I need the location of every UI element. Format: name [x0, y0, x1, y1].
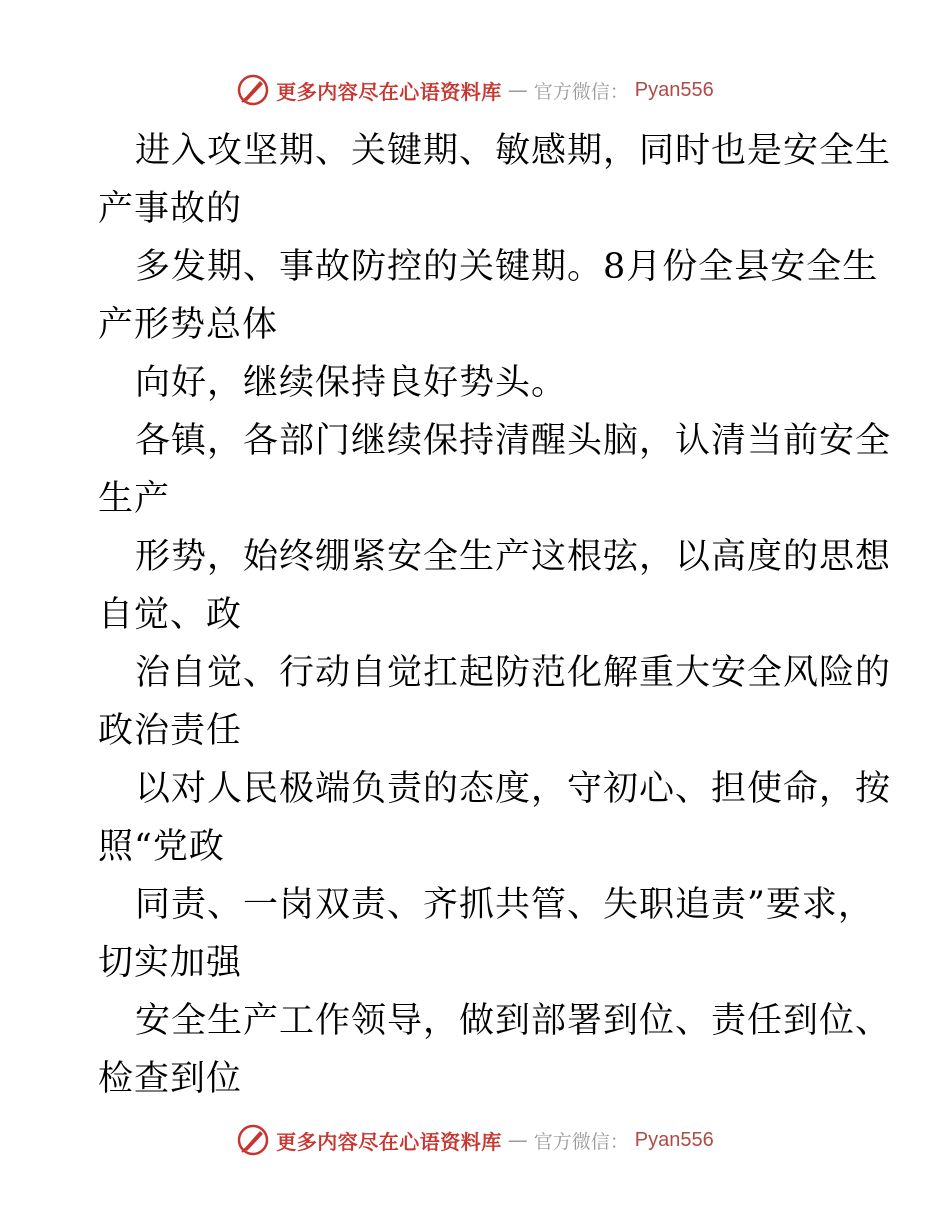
text-line: 产事故的: [98, 189, 243, 229]
text-line: 各镇，各部门继续保持清醒头脑，认清当前安全: [135, 421, 892, 461]
quill-logo-icon: [236, 73, 270, 107]
text-line: 自觉、政: [98, 595, 243, 635]
quill-logo-icon: [236, 1123, 270, 1157]
watermark-main-text: 更多内容尽在心语资料库: [276, 1129, 502, 1154]
watermark-sub-text: 官方微信：: [533, 1130, 629, 1153]
watermark-wechat-id: Pyan556: [634, 1128, 714, 1151]
watermark-group: [236, 73, 713, 107]
document-body: [98, 122, 892, 1108]
watermark-wechat-id: Pyan556: [634, 78, 714, 101]
text-line: 形势，始终绷紧安全生产这根弦，以高度的思想: [135, 537, 892, 577]
text-line: 照“党政: [98, 827, 225, 867]
text-line: 检查到位: [98, 1059, 243, 1099]
text-line: 向好，继续保持良好势头。: [135, 363, 568, 403]
footer-watermark: [0, 1122, 950, 1158]
watermark-dash: —: [507, 78, 528, 102]
header-watermark: [0, 72, 950, 108]
text-line: 多发期、事故防控的关键期。8月份全县安全生: [135, 247, 879, 287]
watermark-sub-text: 官方微信：: [533, 80, 629, 103]
watermark-dash: —: [507, 1128, 528, 1152]
text-line: 以对人民极端负责的态度，守初心、担使命，按: [135, 769, 892, 809]
watermark-group: [236, 1123, 713, 1157]
text-line: 治自觉、行动自觉扛起防范化解重大安全风险的: [135, 653, 892, 693]
watermark-main-text: 更多内容尽在心语资料库: [276, 79, 502, 104]
text-line: 进入攻坚期、关键期、敏感期，同时也是安全生: [135, 131, 892, 171]
text-line: 生产: [98, 479, 171, 519]
text-line: 安全生产工作领导，做到部署到位、责任到位、: [135, 1001, 892, 1041]
text-line: 产形势总体: [98, 305, 279, 345]
text-line: 同责、一岗双责、齐抓共管、失职追责”要求，: [135, 885, 874, 925]
text-line: 政治责任: [98, 711, 243, 751]
text-line: 切实加强: [98, 943, 243, 983]
